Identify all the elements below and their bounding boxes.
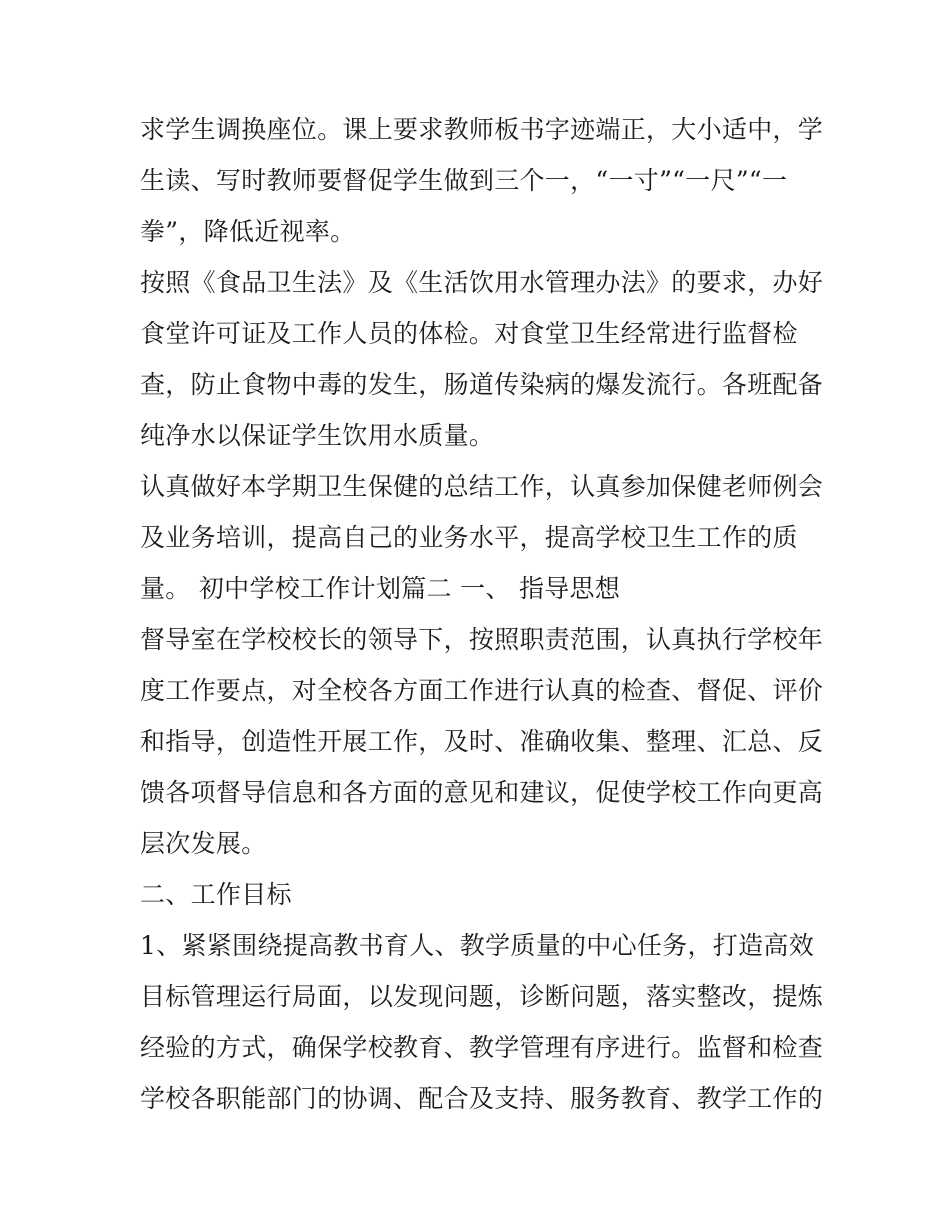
text-line: 纯净水以保证学生饮用水质量。: [140, 421, 495, 450]
text-line: 生读、写时教师要督促学生做到三个一，“一寸”“一尺”“一: [140, 166, 788, 195]
text-line: 拳”，降低近视率。: [140, 217, 356, 246]
text-line: 经验的方式，确保学校教育、教学管理有序进行。监督和检查: [140, 1033, 824, 1062]
text-line: 按照《食品卫生法》及《生活饮用水管理办法》的要求，办好: [140, 268, 824, 297]
text-line: 求学生调换座位。课上要求教师板书字迹端正，大小适中，学: [140, 115, 824, 144]
text-line: 目标管理运行局面，以发现问题，诊断问题，落实整改，提炼: [140, 982, 824, 1011]
text-line: 及业务培训，提高自己的业务水平，提高学校卫生工作的质: [140, 523, 798, 552]
text-line: 馈各项督导信息和各方面的意见和建议，促使学校工作向更高: [140, 778, 824, 807]
text-line: 量。 初中学校工作计划篇二 一、 指导思想: [140, 574, 621, 603]
text-line: 督导室在学校校长的领导下，按照职责范围，认真执行学校年: [140, 625, 824, 654]
text-line: 层次发展。: [140, 829, 267, 858]
section-heading: 二、工作目标: [140, 880, 292, 909]
text-line: 和指导，创造性开展工作，及时、准确收集、整理、汇总、反: [140, 727, 824, 756]
text-line: 认真做好本学期卫生保健的总结工作，认真参加保健老师例会: [140, 472, 824, 501]
text-line: 食堂许可证及工作人员的体检。对食堂卫生经常进行监督检: [140, 319, 798, 348]
text-line: 学校各职能部门的协调、配合及支持、服务教育、教学工作的: [140, 1084, 824, 1113]
text-line: 查，防止食物中毒的发生，肠道传染病的爆发流行。各班配备: [140, 370, 824, 399]
text-line: 1、紧紧围绕提高教书育人、教学质量的中心任务，打造高效: [140, 931, 815, 960]
text-line: 度工作要点，对全校各方面工作进行认真的检查、督促、评价: [140, 676, 824, 705]
